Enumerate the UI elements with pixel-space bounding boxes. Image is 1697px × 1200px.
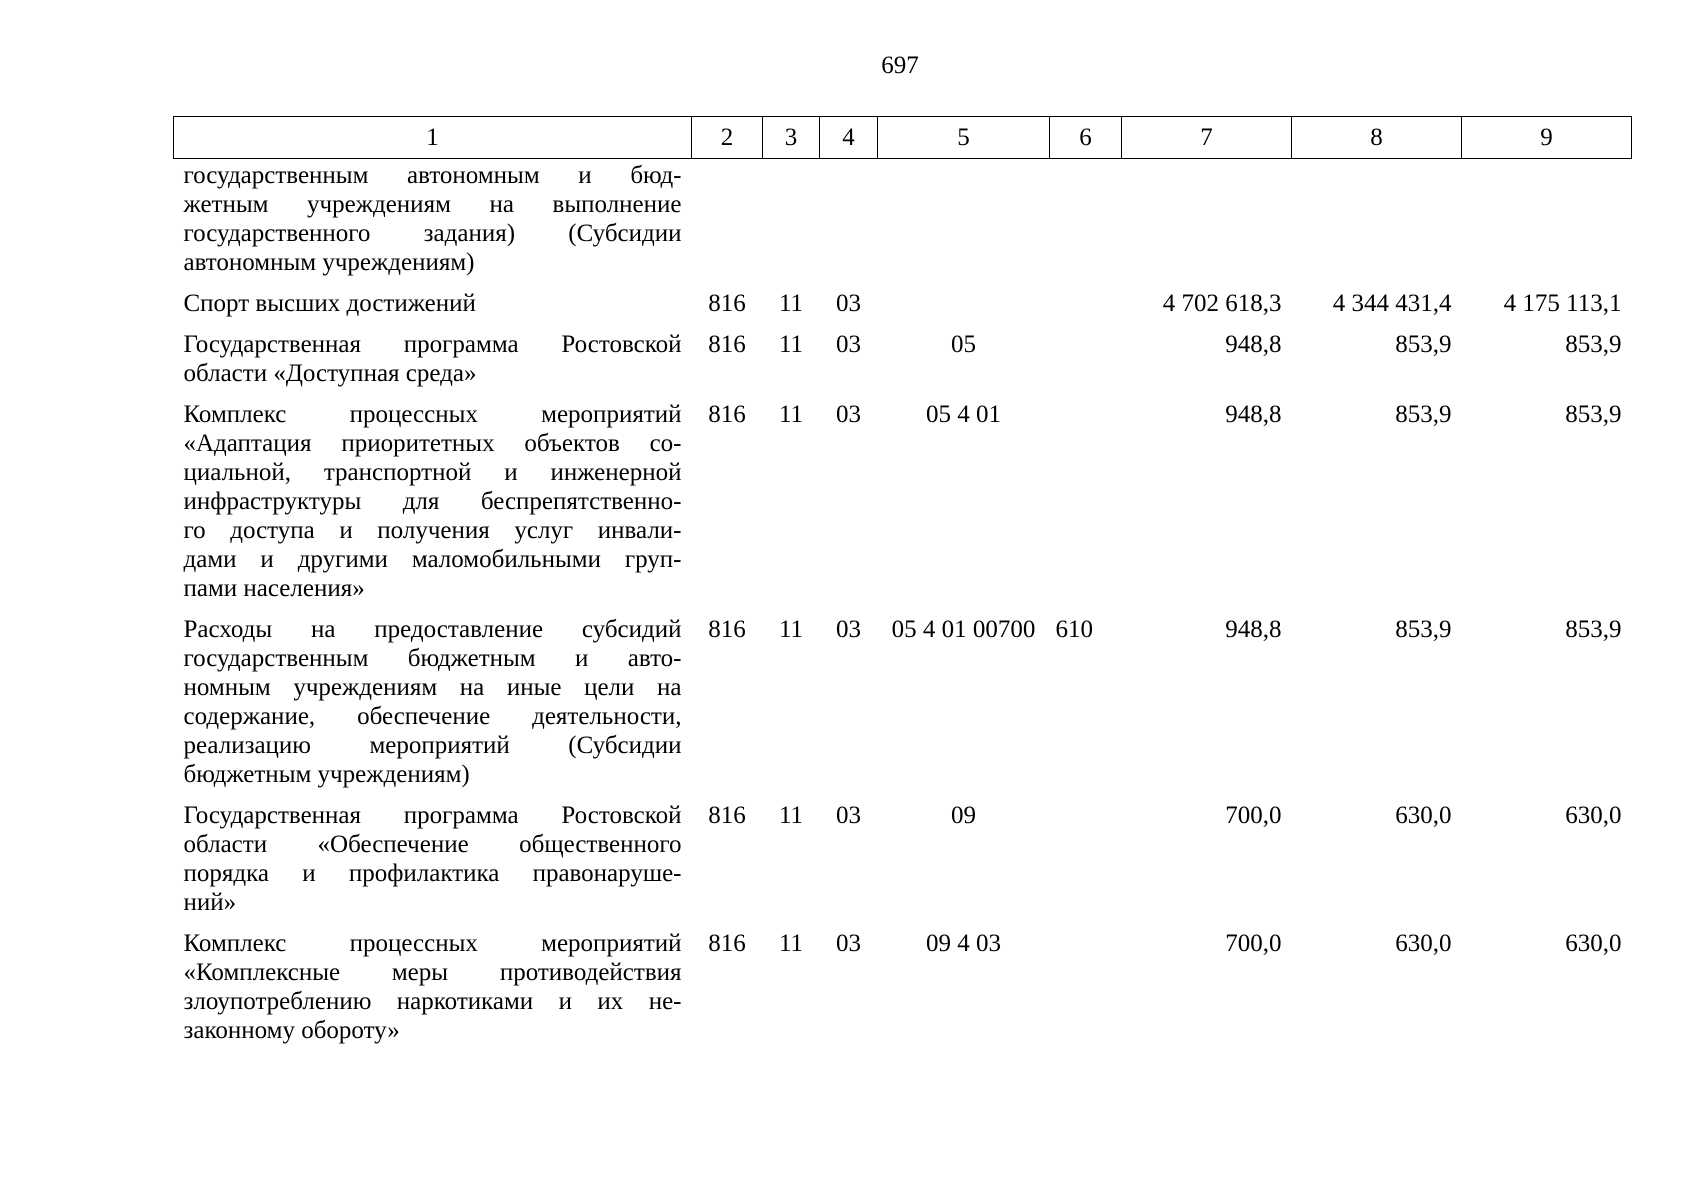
description-line: автономным учреждениям)	[183, 249, 475, 276]
cell-ministry: 816	[708, 802, 746, 829]
cell-expense-type	[1050, 400, 1122, 615]
description-line: инфраструктуры для беспрепятственно-	[183, 488, 682, 515]
cell-description	[174, 801, 692, 929]
cell-amount-year1	[1122, 159, 1292, 290]
description-line: Государственная программа Ростовской	[183, 331, 682, 358]
cell-subsection	[820, 159, 878, 290]
table-row	[174, 330, 1632, 400]
description-line: Государственная программа Ростовской	[183, 802, 682, 829]
cell-amount-year2	[1292, 159, 1462, 290]
description-line: го доступа и получения услуг инвали-	[183, 517, 682, 544]
cell-expense-type	[1050, 159, 1122, 290]
cell-subsection: 03	[836, 616, 861, 643]
description-line: области «Доступная среда»	[183, 360, 477, 387]
description-line: Расходы на предоставление субсидий	[183, 616, 682, 643]
cell-subsection: 03	[836, 290, 861, 317]
description-line: реализацию мероприятий (Субсидии	[183, 732, 682, 759]
cell-expense-type	[1050, 929, 1122, 1057]
header-cell: 7	[1122, 117, 1292, 159]
description-line: государственным автономным и бюд-	[183, 162, 682, 189]
cell-ministry: 816	[708, 616, 746, 643]
cell-expense-type	[1050, 801, 1122, 929]
cell-amount-year2: 853,9	[1395, 331, 1452, 358]
cell-amount-year3: 630,0	[1565, 930, 1622, 957]
cell-section: 11	[778, 802, 804, 829]
cell-description	[174, 615, 692, 801]
cell-ministry: 816	[708, 331, 746, 358]
header-row	[174, 117, 1632, 159]
cell-amount-year1: 948,8	[1225, 616, 1282, 643]
description-line: циальной, транспортной и инженерной	[183, 459, 682, 486]
description-line: законному обороту»	[183, 1017, 400, 1044]
cell-description	[174, 289, 692, 330]
description-line: ний»	[183, 889, 237, 916]
description-line: Комплекс процессных мероприятий	[183, 930, 682, 957]
header-cell: 1	[174, 117, 692, 159]
cell-description	[174, 400, 692, 615]
cell-section: 11	[778, 290, 804, 317]
cell-section	[763, 159, 820, 290]
description-line: номным учреждениям на иные цели на	[183, 674, 682, 701]
description-line: пами населения»	[183, 575, 365, 602]
cell-amount-year2: 630,0	[1395, 930, 1452, 957]
cell-expense-type	[1050, 330, 1122, 400]
description-line: бюджетным учреждениям)	[183, 761, 470, 788]
budget-table	[173, 116, 1632, 1057]
cell-section: 11	[778, 401, 804, 428]
table-row	[174, 929, 1632, 1057]
cell-section: 11	[778, 616, 804, 643]
cell-amount-year2: 853,9	[1395, 616, 1452, 643]
table-row	[174, 159, 1632, 290]
header-cell: 6	[1050, 117, 1122, 159]
cell-amount-year1: 948,8	[1225, 331, 1282, 358]
cell-ministry: 816	[708, 930, 746, 957]
description-line: государственного задания) (Субсидии	[183, 220, 682, 247]
cell-subsection: 03	[836, 802, 861, 829]
header-cell: 5	[878, 117, 1050, 159]
cell-target-article: 05	[951, 331, 976, 358]
table-row	[174, 400, 1632, 615]
cell-section: 11	[778, 930, 804, 957]
description-line: Комплекс процессных мероприятий	[183, 401, 682, 428]
cell-amount-year2: 630,0	[1395, 802, 1452, 829]
description-line: области «Обеспечение общественного	[183, 831, 682, 858]
cell-target-article: 09 4 03	[926, 930, 1001, 957]
cell-expense-type: 610	[1055, 616, 1093, 643]
header-cell: 3	[763, 117, 820, 159]
cell-subsection: 03	[836, 331, 861, 358]
cell-amount-year2: 853,9	[1395, 401, 1452, 428]
description-line: злоупотреблению наркотиками и их не-	[183, 988, 682, 1015]
cell-amount-year1: 700,0	[1225, 930, 1282, 957]
cell-subsection: 03	[836, 401, 861, 428]
description-line: государственным бюджетным и авто-	[183, 645, 682, 672]
cell-amount-year1: 948,8	[1225, 401, 1282, 428]
cell-description	[174, 159, 692, 290]
cell-amount-year3: 853,9	[1565, 401, 1622, 428]
cell-amount-year3: 630,0	[1565, 802, 1622, 829]
cell-amount-year1: 4 702 618,3	[1162, 290, 1282, 317]
cell-ministry	[692, 159, 763, 290]
description-line: содержание, обеспечение деятельности,	[183, 703, 682, 730]
cell-target-article	[878, 159, 1050, 290]
cell-section: 11	[778, 331, 804, 358]
cell-target-article	[878, 289, 1050, 330]
table-row	[174, 615, 1632, 801]
description-line: жетным учреждениям на выполнение	[183, 191, 682, 218]
description-line: дами и другими маломобильными груп-	[183, 546, 682, 573]
cell-description	[174, 330, 692, 400]
cell-ministry: 816	[708, 290, 746, 317]
table-row	[174, 289, 1632, 330]
header-cell: 9	[1462, 117, 1632, 159]
cell-amount-year3	[1462, 159, 1632, 290]
cell-subsection: 03	[836, 930, 861, 957]
page-number: 697	[881, 52, 919, 79]
header-cell: 2	[692, 117, 763, 159]
cell-amount-year3: 853,9	[1565, 331, 1622, 358]
table-body	[174, 159, 1632, 1058]
cell-ministry: 816	[708, 401, 746, 428]
cell-amount-year3: 853,9	[1565, 616, 1622, 643]
cell-amount-year2: 4 344 431,4	[1332, 290, 1452, 317]
cell-amount-year1: 700,0	[1225, 802, 1282, 829]
cell-amount-year3: 4 175 113,1	[1503, 290, 1622, 317]
cell-target-article: 05 4 01 00700	[891, 616, 1036, 643]
cell-expense-type	[1050, 289, 1122, 330]
description-line: порядка и профилактика правонаруше-	[183, 860, 682, 887]
header-cell: 4	[820, 117, 878, 159]
table-row	[174, 801, 1632, 929]
description-line: Спорт высших достижений	[183, 290, 476, 317]
header-cell: 8	[1292, 117, 1462, 159]
cell-target-article: 09	[951, 802, 976, 829]
description-line: «Комплексные меры противодействия	[183, 959, 682, 986]
cell-target-article: 05 4 01	[926, 401, 1001, 428]
description-line: «Адаптация приоритетных объектов со-	[183, 430, 682, 457]
cell-description	[174, 929, 692, 1057]
